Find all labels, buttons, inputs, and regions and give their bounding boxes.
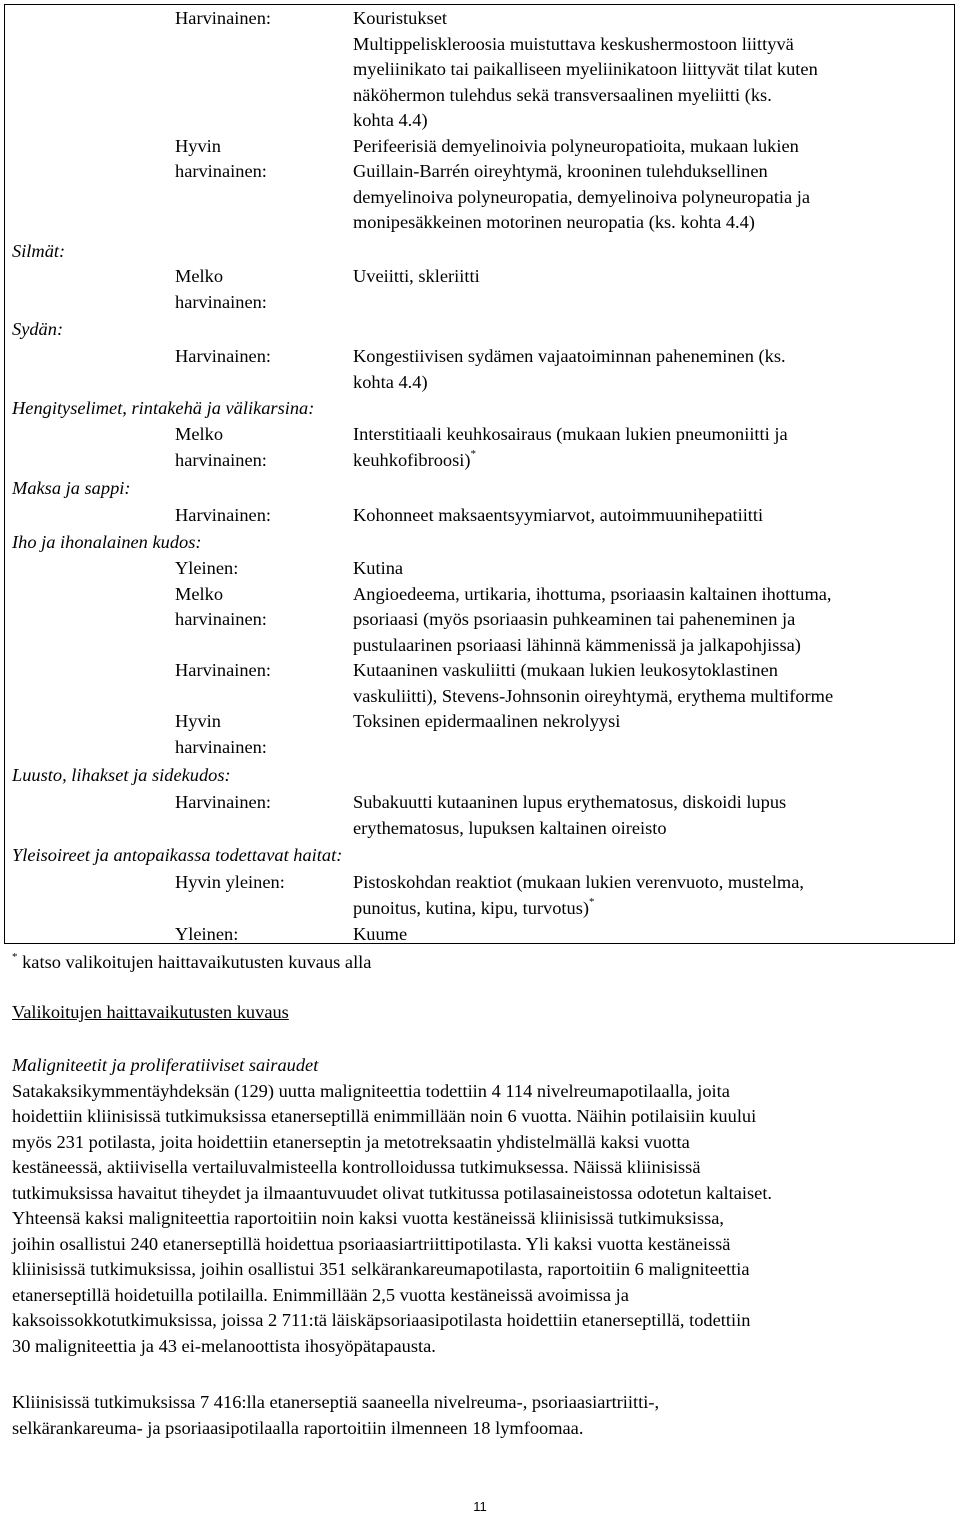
freq-label: Melko	[175, 583, 224, 604]
reaction-text: erythematosus, lupuksen kaltainen oireisto	[353, 817, 667, 838]
paragraph-line: kaksoissokkotutkimuksissa, joissa 2 711:tä läiskäpsoriaasipotilasta hoidettiin etanerseptillä, todettiin	[12, 1310, 751, 1330]
paragraph-line: kliinisissä tutkimuksissa, joihin osallistui 351 selkärankareumapotilasta, raportoitiin 6 maligniteettia	[12, 1259, 750, 1279]
footnote-marker: *	[12, 950, 18, 963]
freq-label: Harvinainen:	[175, 660, 272, 680]
footnote-text: katso valikoitujen haittavaikutusten kuvaus alla	[22, 952, 372, 972]
footnote-marker: *	[470, 448, 476, 461]
reaction-text: Kutina	[353, 558, 404, 578]
reaction-text: näköhermon tulehdus sekä transversaalinen myeliitti (ks.	[353, 84, 772, 105]
freq-label: Yleinen:	[175, 924, 239, 944]
freq-label: Yleinen:	[175, 558, 239, 578]
category-heart: Sydän:	[12, 319, 64, 339]
freq-label: Hyvin yleinen:	[175, 872, 285, 892]
reaction-text: pustulaarinen psoriaasi lähinnä kämmenissä ja jalkapohjissa)	[353, 634, 801, 655]
reaction-text: demyelinoiva polyneuropatia, demyelinoiva polyneuropatia ja	[353, 186, 811, 207]
reaction-text: myeliinikato tai paikalliseen myeliinikatoon liittyvät tilat kuten	[353, 59, 818, 79]
subsection-title: Maligniteetit ja proliferatiiviset sairaudet	[12, 1055, 319, 1075]
paragraph-line: 30 maligniteettia ja 43 ei-melanoottista ihosyöpätapausta.	[12, 1335, 436, 1356]
category-respiratory: Hengityselimet, rintakehä ja välikarsina:	[12, 398, 315, 418]
freq-label: harvinainen:	[175, 609, 267, 629]
category-general: Yleisoireet ja antopaikassa todettavat haitat:	[12, 845, 343, 865]
freq-label: Melko	[175, 424, 224, 444]
freq-label: Hyvin	[175, 135, 221, 156]
paragraph-line: joihin osallistui 240 etanerseptillä hoidettua psoriaasiartriittipotilasta. Yli kaksi vuotta kestäneissä	[12, 1233, 731, 1254]
page-number: 11	[473, 1499, 487, 1514]
reaction-text: Kohonneet maksaentsyymiarvot, autoimmuunihepatiitti	[353, 505, 764, 525]
reaction-text: kohta 4.4)	[353, 110, 428, 130]
reaction-text: Angioedeema, urtikaria, ihottuma, psoriaasin kaltainen ihottuma,	[353, 583, 832, 604]
freq-label: Harvinainen:	[175, 792, 272, 812]
reaction-text: Kouristukset	[353, 8, 447, 28]
category-musculoskeletal: Luusto, lihakset ja sidekudos:	[12, 765, 231, 785]
freq-label: harvinainen:	[175, 449, 267, 470]
reaction-text: Guillain-Barrén oireyhtymä, krooninen tulehduksellinen	[353, 161, 768, 181]
paragraph-line: Satakaksikymmentäyhdeksän (129) uutta maligniteettia todettiin 4 114 nivelreumapotilaalla, joita	[12, 1080, 730, 1101]
freq-label: Harvinainen:	[175, 8, 272, 28]
paragraph-line: selkärankareuma- ja psoriaasipotilaalla raportoitiin ilmenneen 18 lymfoomaa.	[12, 1417, 584, 1438]
reaction-text: vaskuliitti), Stevens-Johnsonin oireyhtymä, erythema multiforme	[353, 685, 834, 706]
footnote	[12, 950, 371, 976]
reaction-text: Kuume	[353, 924, 408, 944]
footnote-marker: *	[589, 896, 595, 909]
paragraph-line: hoidettiin kliinisissä tutkimuksissa etanerseptillä enimmillään noin 6 vuotta. Näihin potilaisiin kuului	[12, 1106, 757, 1126]
reaction-text	[353, 448, 476, 474]
freq-label: harvinainen:	[175, 161, 267, 181]
reaction-text: Kongestiivisen sydämen vajaatoiminnan paheneminen (ks.	[353, 346, 786, 366]
reaction-text-part: punoitus, kutina, kipu, turvotus)	[353, 897, 590, 918]
reaction-text: Toksinen epidermaalinen nekrolyysi	[353, 711, 621, 731]
reaction-text: Perifeerisiä demyelinoivia polyneuropatioita, mukaan lukien	[353, 135, 799, 156]
reaction-text: Multippeliskleroosia muistuttava keskushermostoon liittyvä	[353, 33, 794, 54]
reaction-text: kohta 4.4)	[353, 371, 428, 392]
paragraph-line: kestäneessä, aktiivisella vertailuvalmisteella kontrolloidussa tutkimuksessa. Näissä kliinisissä	[12, 1157, 701, 1177]
reaction-text	[353, 896, 595, 922]
reaction-text: monipesäkkeinen motorinen neuropatia (ks. kohta 4.4)	[353, 212, 755, 232]
paragraph-line: Kliinisissä tutkimuksissa 7 416:lla etanerseptiä saaneella nivelreuma-, psoriaasiartriitti-,	[12, 1392, 660, 1412]
paragraph-line: etanerseptillä hoidetuilla potilailla. Enimmillään 2,5 vuotta kestäneissä avoimissa ja	[12, 1284, 629, 1305]
paragraph-line: Yhteensä kaksi maligniteettia raportoitiin noin kaksi vuotta kestäneissä kliinisissä tutkimuksissa,	[12, 1208, 725, 1228]
category-eyes: Silmät:	[12, 241, 66, 261]
section-title: Valikoitujen haittavaikutusten kuvaus	[12, 1002, 289, 1022]
paragraph-line: tutkimuksissa havaitut tiheydet ja ilmaantuvuudet olivat tutkitussa potilasaineistossa odotetun kaltaiset.	[12, 1182, 773, 1203]
reaction-text: Pistoskohdan reaktiot (mukaan lukien verenvuoto, mustelma,	[353, 872, 804, 892]
freq-label: harvinainen:	[175, 291, 267, 312]
category-liver: Maksa ja sappi:	[12, 478, 131, 498]
reaction-text: Kutaaninen vaskuliitti (mukaan lukien leukosytoklastinen	[353, 660, 778, 680]
reaction-text: Uveiitti, skleriitti	[353, 266, 480, 286]
freq-label: Harvinainen:	[175, 346, 272, 366]
reaction-text: Subakuutti kutaaninen lupus erythematosus, diskoidi lupus	[353, 792, 787, 812]
reaction-text: psoriaasi (myös psoriaasin puhkeaminen tai paheneminen ja	[353, 609, 796, 629]
paragraph-line: myös 231 potilasta, joita hoidettiin etanerseptin ja metotreksaatin yhdistelmällä kaksi vuotta	[12, 1131, 690, 1152]
freq-label: Melko	[175, 266, 224, 286]
freq-label: harvinainen:	[175, 736, 267, 757]
freq-label: Harvinainen:	[175, 505, 272, 525]
reaction-text-part: keuhkofibroosi)	[353, 449, 471, 470]
freq-label: Hyvin	[175, 711, 221, 731]
category-skin: Iho ja ihonalainen kudos:	[12, 532, 202, 552]
reaction-text: Interstitiaali keuhkosairaus (mukaan lukien pneumoniitti ja	[353, 424, 788, 444]
